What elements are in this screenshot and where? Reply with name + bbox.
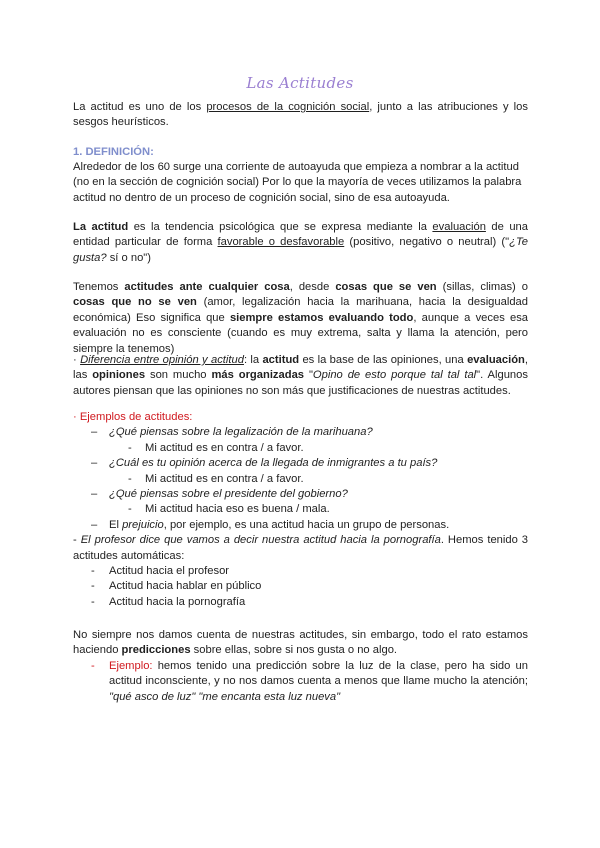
bold-term: actitudes ante cualquier cosa (124, 281, 290, 293)
list-item: - Actitud hacia la pornografía (73, 595, 528, 610)
example-question (73, 487, 528, 502)
italic-text: El profesor dice que vamos a decir nuestra actitud hacia la pornografía (80, 534, 441, 547)
bold-term: actitud (262, 354, 300, 366)
dash: - (73, 534, 81, 547)
intro-text-end: , junto a las atribuciones y los sesgos heurísticos. (73, 101, 528, 129)
examples-list (73, 425, 528, 517)
text: es la tendencia psicológica que se expresa mediante la (128, 221, 433, 233)
text: de una entidad particular de forma (73, 221, 528, 249)
underlined-term: evaluación (432, 221, 486, 233)
prejudice-list (73, 518, 528, 533)
text: , aunque a veces esa evaluación no es consciente (cuando es muy extrema, salta y llama la atención, pero siempre la tenemos) (73, 311, 529, 355)
bold-term: cosas que no se ven (73, 296, 197, 309)
bold-term: siempre estamos evaluando todo (229, 311, 414, 324)
examples-section (73, 410, 528, 610)
bullet-dot: · (73, 411, 80, 423)
italic-quote: "qué asco de luz" "me encanta esta luz nueva" (109, 690, 341, 703)
page-title: Las Actitudes (246, 74, 354, 92)
list-item: - Actitud hacia hablar en público (73, 579, 528, 594)
bold-term: La actitud (73, 221, 129, 233)
bold-term: predicciones (121, 644, 191, 657)
list-item-text: Mi actitud es en contra / a favor. (145, 472, 304, 485)
text: Tenemos (73, 281, 125, 293)
closing-section (73, 628, 528, 705)
text: , las (73, 354, 528, 382)
definition-paragraph-4 (73, 353, 528, 399)
example-label: Ejemplo: (109, 659, 153, 672)
bold-term: más organizadas (211, 369, 305, 382)
underlined-term: favorable o desfavorable (217, 236, 345, 249)
list-item (73, 518, 528, 533)
text: " (304, 369, 313, 382)
examples-heading-text: Ejemplos de actitudes: (79, 411, 193, 423)
text: : la (243, 354, 263, 366)
definition-heading: 1. DEFINICIÓN: (73, 146, 154, 158)
example-question (73, 456, 528, 471)
italic-quote: Opino de esto porque tal tal tal (312, 369, 477, 382)
italic-text: ¿Te gusta? (73, 236, 528, 264)
text: , por ejemplo, es una actitud hacia un grupo de personas. (163, 518, 450, 531)
text: ". Algunos autores piensan que las opiniones no son más que justificaciones de nuestras actitudes. (73, 369, 528, 397)
teacher-paragraph (73, 533, 528, 564)
text: hemos tenido una predicción sobre la luz de la clase, pero ha sido un actitud inconsciente, y no nos damos cuenta a menos que llame mucho la atención; (109, 659, 528, 688)
text: (sillas, climas) o (436, 281, 528, 293)
text: es la base de las opiniones, una (299, 354, 468, 366)
intro-paragraph (73, 100, 528, 131)
closing-paragraph (73, 628, 528, 659)
examples-heading (73, 410, 528, 425)
text: sobre ellas, sobre si nos gusta o no algo. (190, 644, 398, 657)
text: (positivo, negativo o neutral) (" (344, 236, 510, 249)
list-item-text: ¿Cuál es tu opinión acerca de la llegada de inmigrantes a tu país? (109, 457, 438, 470)
bold-term: evaluación (467, 354, 525, 366)
example-answer (73, 441, 528, 456)
bullet-dot: · (73, 354, 81, 366)
definition-paragraph-2 (73, 220, 528, 266)
list-item-text: ¿Qué piensas sobre el presidente del gobierno? (109, 488, 348, 501)
bold-term: cosas que se ven (335, 281, 437, 293)
intro-underlined: procesos de la cognición social (206, 101, 370, 113)
bold-term: opiniones (92, 369, 146, 382)
list-item-text: Mi actitud es en contra / a favor. (145, 441, 304, 454)
definition-paragraph-3 (73, 280, 528, 357)
list-item-text: ¿Qué piensas sobre la legalización de la marihuana? (109, 426, 373, 439)
closing-example (73, 659, 528, 705)
intro-text: La actitud es uno de los (73, 101, 207, 113)
list-item-text: Mi actitud hacia eso es buena / mala. (145, 503, 330, 516)
automatic-attitudes-list (73, 564, 528, 610)
example-answer (73, 472, 528, 487)
text: (amor, legalización hacia la marihuana, hacia la desigualdad económica) Eso significa que (73, 296, 528, 324)
text: El (109, 518, 123, 531)
definition-paragraph-1: Alrededor de los 60 surge una corriente de autoayuda que empieza a nombrar a la actitud (no en la sección de cognición social) Por lo que la mayoría de veces utilizamos la palabra actitud no dentro de un proceso de cognición social, sino de esa autoayuda. (73, 161, 522, 204)
text: , desde (289, 281, 336, 293)
example-question (73, 425, 528, 440)
underlined-italic-term: Diferencia entre opinión y actitud (80, 354, 244, 366)
text: son mucho (145, 369, 212, 382)
text: . Hemos tenido 3 actitudes automáticas: (73, 534, 528, 562)
text: sí o no") (106, 251, 151, 264)
list-item: - Actitud hacia el profesor (73, 564, 528, 579)
italic-term: prejuicio (122, 518, 164, 531)
example-answer (73, 502, 528, 517)
text: No siempre nos damos cuenta de nuestras actitudes, sin embargo, todo el rato estamos haciendo (73, 629, 528, 657)
